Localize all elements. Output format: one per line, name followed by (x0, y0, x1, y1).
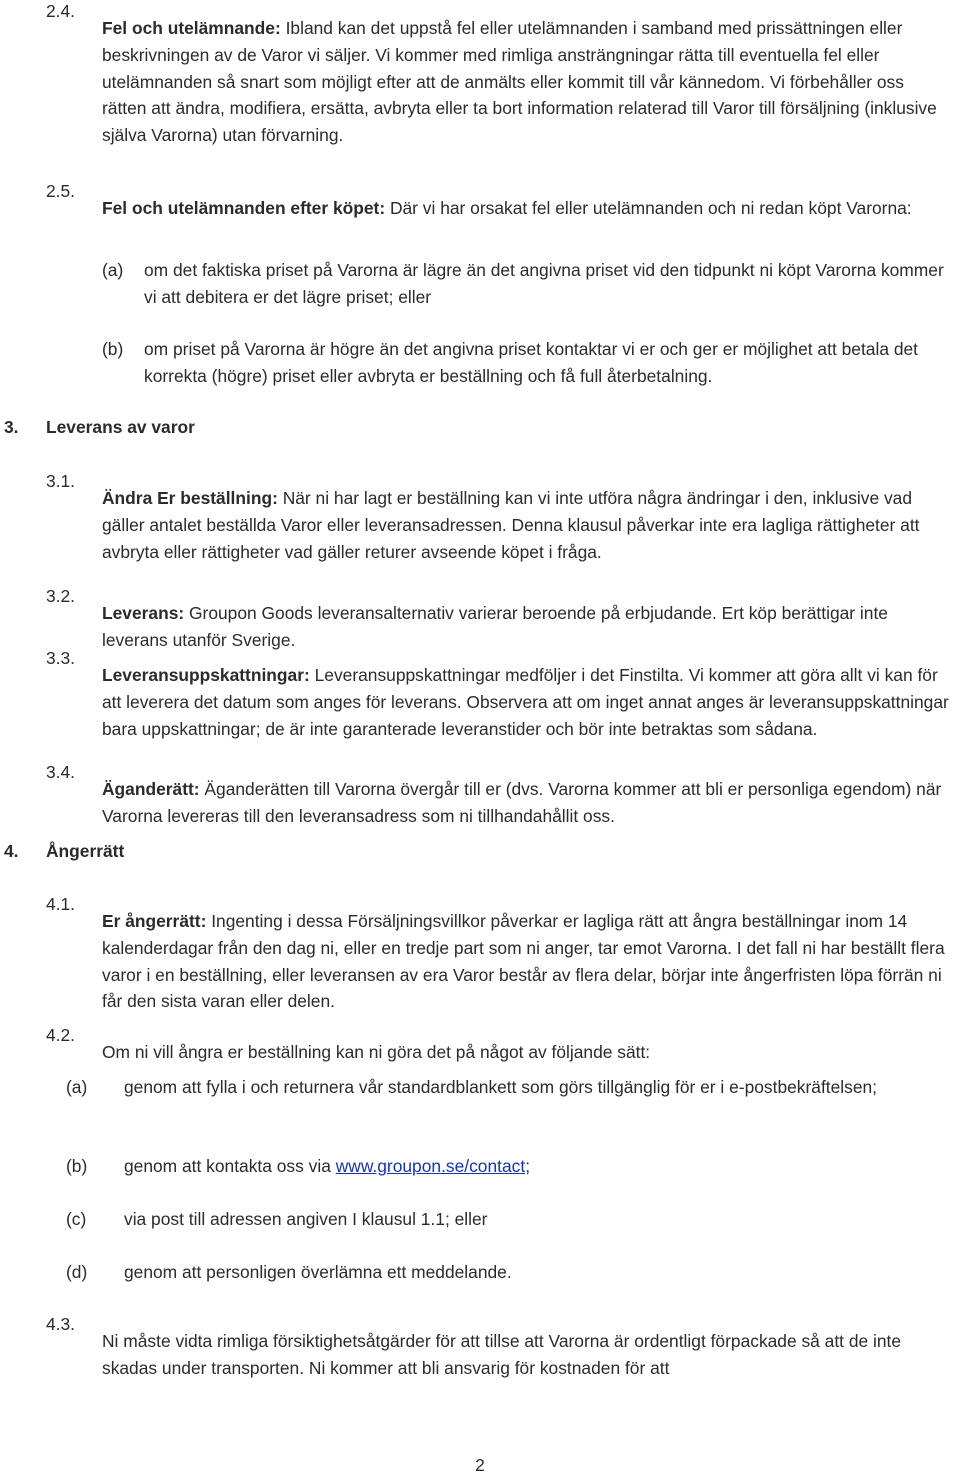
clause-title: Leverans: (102, 603, 185, 624)
clause-title: Fel och utelämnanden efter köpet: (102, 198, 386, 219)
contact-link[interactable]: www.groupon.se/contact (335, 1156, 526, 1176)
clause-number: 2.4. (46, 1, 76, 21)
clause-number: 3.2. (46, 586, 76, 606)
clause-title: Ändra Er beställning: (102, 488, 278, 509)
clause-text (102, 485, 950, 565)
clause-text: Ni måste vidta rimliga försiktighetsåtgärder för att tillse att Varorna är ordentligt förpackade så att de inte skadas under transporten. Ni kommer att bli ansvarig för kostnaden för att (102, 1331, 902, 1378)
clause-text (102, 662, 950, 742)
clause-text: Om ni vill ångra er beställning kan ni göra det på något av följande sätt: (102, 1042, 651, 1063)
clause-text (102, 15, 950, 148)
section-heading-3 (4, 414, 195, 441)
list-label: (d) (66, 1262, 88, 1282)
clause-number: 4.3. (46, 1314, 76, 1334)
clause-title: Er ångerrätt: (102, 911, 207, 932)
clause-body: Leveransuppskattningar medföljer i det Finstilta. Vi kommer att göra allt vi kan för att leverera det datum som anges för leverans. Observera att om inget annat anges är leveransuppskattningar bara uppskattningar; de är inte garanterade leveranstider och bör inte betraktas som sådana. (102, 665, 949, 739)
clause-number: 4.1. (46, 894, 76, 914)
list-item-text (124, 1153, 924, 1180)
clause-title: Äganderätt: (102, 779, 200, 800)
list-item-text-before: genom att kontakta oss via (124, 1156, 336, 1176)
clause-body: Där vi har orsakat fel eller utelämnanden och ni redan köpt Varorna: (385, 198, 912, 219)
clause-body: Ibland kan det uppstå fel eller utelämnanden i samband med prissättningen eller beskrivningen av de Varor vi säljer. Vi kommer med rimliga ansträngningar rätta till eventuella fel eller utelämnanden så snart som möjligt efter att de anmälts eller kommit till vår kännedom. Vi förbehåller oss rätten att ändra, modifiera, ersätta, avbryta eller ta bort information relaterad till Varor till försäljning (inklusive själva Varorna) utan förvarning. (102, 18, 937, 145)
clause-number: 4.2. (46, 1025, 76, 1045)
list-item-text: om priset på Varorna är högre än det angivna priset kontaktar vi er och ger er möjlighet att betala det korrekta (högre) priset eller avbryta er beställning och få full återbetalning. (144, 339, 918, 386)
list-label: (c) (66, 1209, 87, 1229)
clause-body: När ni har lagt er beställning kan vi inte utföra några ändringar i den, inklusive vad gäller antalet beställda Varor eller leveransadressen. Denna klausul påverkar inte era lagliga rättigheter att avbryta eller rättigheter vad gäller returer avseende köpet i fråga. (102, 488, 920, 562)
list-label: (a) (66, 1077, 88, 1097)
clause-title: Leveransuppskattningar: (102, 665, 310, 686)
section-title: Leverans av varor (46, 417, 195, 437)
clause-number: 2.5. (46, 181, 76, 201)
clause-text (102, 776, 950, 829)
list-label: (b) (102, 339, 124, 359)
clause-number: 3.1. (46, 471, 76, 491)
list-label: (a) (102, 260, 124, 280)
clause-text (102, 195, 950, 222)
section-title: Ångerrätt (46, 841, 125, 861)
page-number: 2 (475, 1455, 485, 1475)
clause-body: Ingenting i dessa Försäljningsvillkor påverkar er lagliga rätt att ångra beställningar inom 14 kalenderdagar från den dag ni, eller en tredje part som ni anger, tar emot Varorna. I det fall ni har beställt flera varor i en beställning, eller leveransen av era Varor består av flera delar, börjar inte ångerfristen löpa förrän ni får den sista varan eller delen. (102, 911, 945, 1012)
section-number: 4. (4, 841, 19, 861)
clause-text (102, 600, 950, 653)
list-item-text-after: ; (525, 1156, 531, 1176)
list-item-text: genom att fylla i och returnera vår standardblankett som görs tillgänglig för er i e-postbekräftelsen; (124, 1077, 878, 1097)
list-item-text: via post till adressen angiven I klausul 1.1; eller (124, 1209, 488, 1229)
clause-title: Fel och utelämnande: (102, 18, 281, 39)
clause-body: Äganderätten till Varorna övergår till er (dvs. Varorna kommer att bli er personliga egendom) när Varorna levereras till den leveransadress som ni tillhandahållit oss. (102, 779, 942, 826)
clause-text (102, 908, 950, 1014)
list-label: (b) (66, 1156, 88, 1176)
clause-body: Groupon Goods leveransalternativ varierar beroende på erbjudande. Ert köp berättigar inte leverans utanför Sverige. (102, 603, 888, 650)
section-heading-4 (4, 838, 124, 865)
clause-number: 3.3. (46, 648, 76, 668)
clause-number: 3.4. (46, 762, 76, 782)
list-item-text: genom att personligen överlämna ett meddelande. (124, 1262, 512, 1282)
section-number: 3. (4, 417, 19, 437)
list-item-text: om det faktiska priset på Varorna är lägre än det angivna priset vid den tidpunkt ni köpt Varorna kommer vi att debitera er det lägre priset; eller (144, 260, 944, 307)
